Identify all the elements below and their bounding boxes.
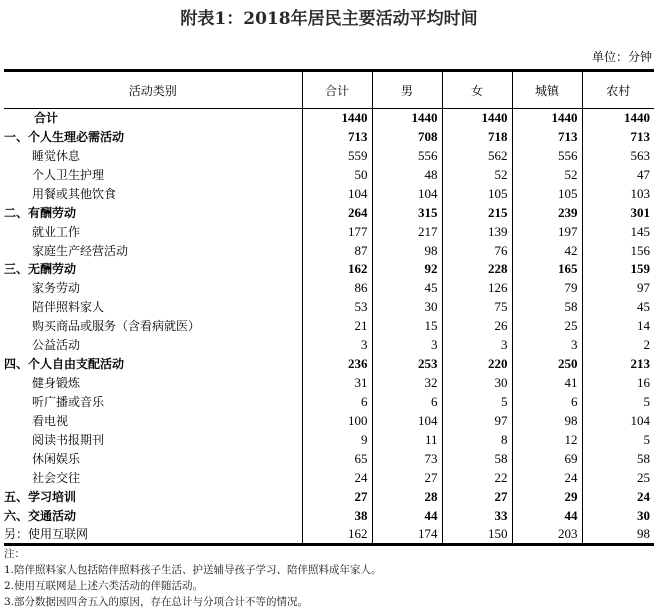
table-row bbox=[4, 393, 654, 412]
row-label: 三、无酬劳动 bbox=[4, 262, 77, 277]
cell-urban: 1440 bbox=[512, 109, 582, 128]
table-row bbox=[4, 430, 654, 449]
cell-male: 556 bbox=[372, 146, 442, 165]
table-row bbox=[4, 355, 654, 374]
cell-total: 24 bbox=[302, 468, 372, 487]
table-row bbox=[4, 317, 654, 336]
cell-male: 30 bbox=[372, 298, 442, 317]
cell-urban: 239 bbox=[512, 203, 582, 222]
table-row bbox=[4, 449, 654, 468]
cell-rural: 16 bbox=[582, 374, 654, 393]
table-row bbox=[4, 222, 654, 241]
cell-urban: 12 bbox=[512, 430, 582, 449]
cell-female: 718 bbox=[442, 127, 512, 146]
cell-female: 126 bbox=[442, 279, 512, 298]
cell-total: 3 bbox=[302, 336, 372, 355]
cell-male: 92 bbox=[372, 260, 442, 279]
cell-male: 45 bbox=[372, 279, 442, 298]
cell-rural: 5 bbox=[582, 393, 654, 412]
page-title: 附表1：2018年居民主要活动平均时间 bbox=[180, 9, 478, 29]
cell-rural: 58 bbox=[582, 449, 654, 468]
row-label: 四、个人自由支配活动 bbox=[4, 357, 125, 372]
cell-male: 217 bbox=[372, 222, 442, 241]
cell-urban: 165 bbox=[512, 260, 582, 279]
row-label: 二、有酬劳动 bbox=[4, 205, 77, 220]
cell-total: 86 bbox=[302, 279, 372, 298]
cell-urban: 44 bbox=[512, 506, 582, 525]
cell-rural: 98 bbox=[582, 525, 654, 545]
cell-rural: 45 bbox=[582, 298, 654, 317]
table-row bbox=[4, 412, 654, 431]
cell-urban: 250 bbox=[512, 355, 582, 374]
row-label: 听广播或音乐 bbox=[32, 395, 105, 410]
cell-female: 27 bbox=[442, 487, 512, 506]
cell-female: 562 bbox=[442, 146, 512, 165]
cell-female: 228 bbox=[442, 260, 512, 279]
cell-female: 26 bbox=[442, 317, 512, 336]
table-row bbox=[4, 260, 654, 279]
cell-total: 1440 bbox=[302, 109, 372, 128]
table-row bbox=[4, 184, 654, 203]
cell-female: 76 bbox=[442, 241, 512, 260]
cell-male: 28 bbox=[372, 487, 442, 506]
note-item: 1.陪伴照料家人包括陪伴照料孩子生活、护送辅导孩子学习、陪伴照料成年家人。 bbox=[4, 564, 382, 576]
cell-rural: 713 bbox=[582, 127, 654, 146]
cell-total: 38 bbox=[302, 506, 372, 525]
cell-male: 253 bbox=[372, 355, 442, 374]
cell-male: 98 bbox=[372, 241, 442, 260]
row-label: 另：使用互联网 bbox=[4, 525, 302, 545]
row-label: 个人卫生护理 bbox=[32, 167, 105, 182]
cell-male: 174 bbox=[372, 525, 442, 545]
cell-urban: 79 bbox=[512, 279, 582, 298]
cell-rural: 156 bbox=[582, 241, 654, 260]
cell-rural: 563 bbox=[582, 146, 654, 165]
cell-total: 236 bbox=[302, 355, 372, 374]
row-label: 一、个人生理必需活动 bbox=[4, 129, 125, 144]
table-row bbox=[4, 127, 654, 146]
activity-time-table bbox=[4, 69, 654, 546]
cell-total: 100 bbox=[302, 412, 372, 431]
row-label: 健身锻炼 bbox=[32, 376, 81, 391]
footnotes bbox=[4, 546, 382, 610]
table-row bbox=[4, 298, 654, 317]
cell-total: 264 bbox=[302, 203, 372, 222]
row-label: 社会交往 bbox=[32, 470, 81, 485]
cell-female: 33 bbox=[442, 506, 512, 525]
cell-male: 104 bbox=[372, 184, 442, 203]
cell-female: 22 bbox=[442, 468, 512, 487]
unit-label: 单位：分钟 bbox=[591, 50, 652, 64]
column-header-total: 合计 bbox=[302, 71, 372, 109]
cell-urban: 58 bbox=[512, 298, 582, 317]
cell-rural: 30 bbox=[582, 506, 654, 525]
column-header-category: 活动类别 bbox=[4, 71, 302, 109]
row-label: 用餐或其他饮食 bbox=[32, 186, 117, 201]
cell-total: 87 bbox=[302, 241, 372, 260]
cell-urban: 25 bbox=[512, 317, 582, 336]
row-label: 陪伴照料家人 bbox=[32, 300, 105, 315]
cell-rural: 25 bbox=[582, 468, 654, 487]
cell-female: 30 bbox=[442, 374, 512, 393]
row-label: 公益活动 bbox=[32, 338, 81, 353]
cell-urban: 52 bbox=[512, 165, 582, 184]
cell-male: 1440 bbox=[372, 109, 442, 128]
table-body bbox=[4, 109, 654, 545]
table-row bbox=[4, 109, 654, 128]
cell-urban: 105 bbox=[512, 184, 582, 203]
cell-male: 11 bbox=[372, 430, 442, 449]
row-label: 家务劳动 bbox=[32, 281, 81, 296]
cell-urban: 3 bbox=[512, 336, 582, 355]
table-header-row bbox=[4, 71, 654, 109]
table-row bbox=[4, 506, 654, 525]
cell-total: 162 bbox=[302, 525, 372, 545]
row-label: 休闲娱乐 bbox=[32, 451, 81, 466]
cell-total: 6 bbox=[302, 393, 372, 412]
column-header-urban: 城镇 bbox=[512, 71, 582, 109]
cell-rural: 47 bbox=[582, 165, 654, 184]
cell-rural: 24 bbox=[582, 487, 654, 506]
table-row bbox=[4, 203, 654, 222]
cell-female: 3 bbox=[442, 336, 512, 355]
cell-urban: 29 bbox=[512, 487, 582, 506]
cell-male: 15 bbox=[372, 317, 442, 336]
row-label: 睡觉休息 bbox=[32, 148, 81, 163]
cell-female: 139 bbox=[442, 222, 512, 241]
cell-urban: 197 bbox=[512, 222, 582, 241]
table-row bbox=[4, 468, 654, 487]
cell-male: 315 bbox=[372, 203, 442, 222]
row-label: 看电视 bbox=[32, 413, 69, 428]
cell-rural: 301 bbox=[582, 203, 654, 222]
row-label: 购买商品或服务（含看病就医） bbox=[32, 319, 201, 334]
cell-total: 21 bbox=[302, 317, 372, 336]
cell-rural: 97 bbox=[582, 279, 654, 298]
cell-rural: 145 bbox=[582, 222, 654, 241]
table-row bbox=[4, 146, 654, 165]
cell-female: 8 bbox=[442, 430, 512, 449]
table-row bbox=[4, 525, 654, 545]
cell-urban: 98 bbox=[512, 412, 582, 431]
cell-rural: 103 bbox=[582, 184, 654, 203]
cell-rural: 5 bbox=[582, 430, 654, 449]
note-item: 3.部分数据因四舍五入的原因，存在总计与分项合计不等的情况。 bbox=[4, 596, 309, 608]
cell-female: 1440 bbox=[442, 109, 512, 128]
cell-rural: 159 bbox=[582, 260, 654, 279]
cell-female: 215 bbox=[442, 203, 512, 222]
cell-male: 27 bbox=[372, 468, 442, 487]
cell-female: 5 bbox=[442, 393, 512, 412]
cell-total: 559 bbox=[302, 146, 372, 165]
cell-urban: 6 bbox=[512, 393, 582, 412]
cell-rural: 213 bbox=[582, 355, 654, 374]
cell-male: 73 bbox=[372, 449, 442, 468]
notes-heading: 注： bbox=[4, 548, 25, 560]
cell-total: 713 bbox=[302, 127, 372, 146]
table-row bbox=[4, 279, 654, 298]
row-label: 家庭生产经营活动 bbox=[32, 243, 129, 258]
table-row bbox=[4, 336, 654, 355]
cell-urban: 556 bbox=[512, 146, 582, 165]
cell-female: 52 bbox=[442, 165, 512, 184]
cell-female: 220 bbox=[442, 355, 512, 374]
cell-total: 177 bbox=[302, 222, 372, 241]
cell-urban: 713 bbox=[512, 127, 582, 146]
cell-urban: 42 bbox=[512, 241, 582, 260]
cell-female: 75 bbox=[442, 298, 512, 317]
cell-total: 162 bbox=[302, 260, 372, 279]
column-header-rural: 农村 bbox=[582, 71, 654, 109]
cell-male: 708 bbox=[372, 127, 442, 146]
row-label: 六、交通活动 bbox=[4, 508, 77, 523]
cell-rural: 2 bbox=[582, 336, 654, 355]
note-item: 2.使用互联网是上述六类活动的伴随活动。 bbox=[4, 580, 204, 592]
cell-male: 3 bbox=[372, 336, 442, 355]
cell-male: 104 bbox=[372, 412, 442, 431]
cell-urban: 41 bbox=[512, 374, 582, 393]
column-header-female: 女 bbox=[442, 71, 512, 109]
cell-total: 104 bbox=[302, 184, 372, 203]
cell-urban: 69 bbox=[512, 449, 582, 468]
cell-female: 105 bbox=[442, 184, 512, 203]
table-row bbox=[4, 165, 654, 184]
cell-female: 97 bbox=[442, 412, 512, 431]
column-header-male: 男 bbox=[372, 71, 442, 109]
cell-female: 150 bbox=[442, 525, 512, 545]
cell-urban: 24 bbox=[512, 468, 582, 487]
cell-male: 6 bbox=[372, 393, 442, 412]
table-row bbox=[4, 241, 654, 260]
cell-rural: 1440 bbox=[582, 109, 654, 128]
cell-urban: 203 bbox=[512, 525, 582, 545]
cell-total: 9 bbox=[302, 430, 372, 449]
cell-male: 32 bbox=[372, 374, 442, 393]
row-label: 阅读书报期刊 bbox=[32, 432, 105, 447]
table-row bbox=[4, 487, 654, 506]
row-label: 就业工作 bbox=[32, 224, 81, 239]
cell-rural: 104 bbox=[582, 412, 654, 431]
cell-rural: 14 bbox=[582, 317, 654, 336]
table-row bbox=[4, 374, 654, 393]
cell-total: 27 bbox=[302, 487, 372, 506]
cell-male: 48 bbox=[372, 165, 442, 184]
row-label: 五、学习培训 bbox=[4, 489, 77, 504]
cell-male: 44 bbox=[372, 506, 442, 525]
cell-female: 58 bbox=[442, 449, 512, 468]
cell-total: 31 bbox=[302, 374, 372, 393]
cell-total: 65 bbox=[302, 449, 372, 468]
row-label: 合计 bbox=[34, 111, 59, 126]
cell-total: 53 bbox=[302, 298, 372, 317]
cell-total: 50 bbox=[302, 165, 372, 184]
